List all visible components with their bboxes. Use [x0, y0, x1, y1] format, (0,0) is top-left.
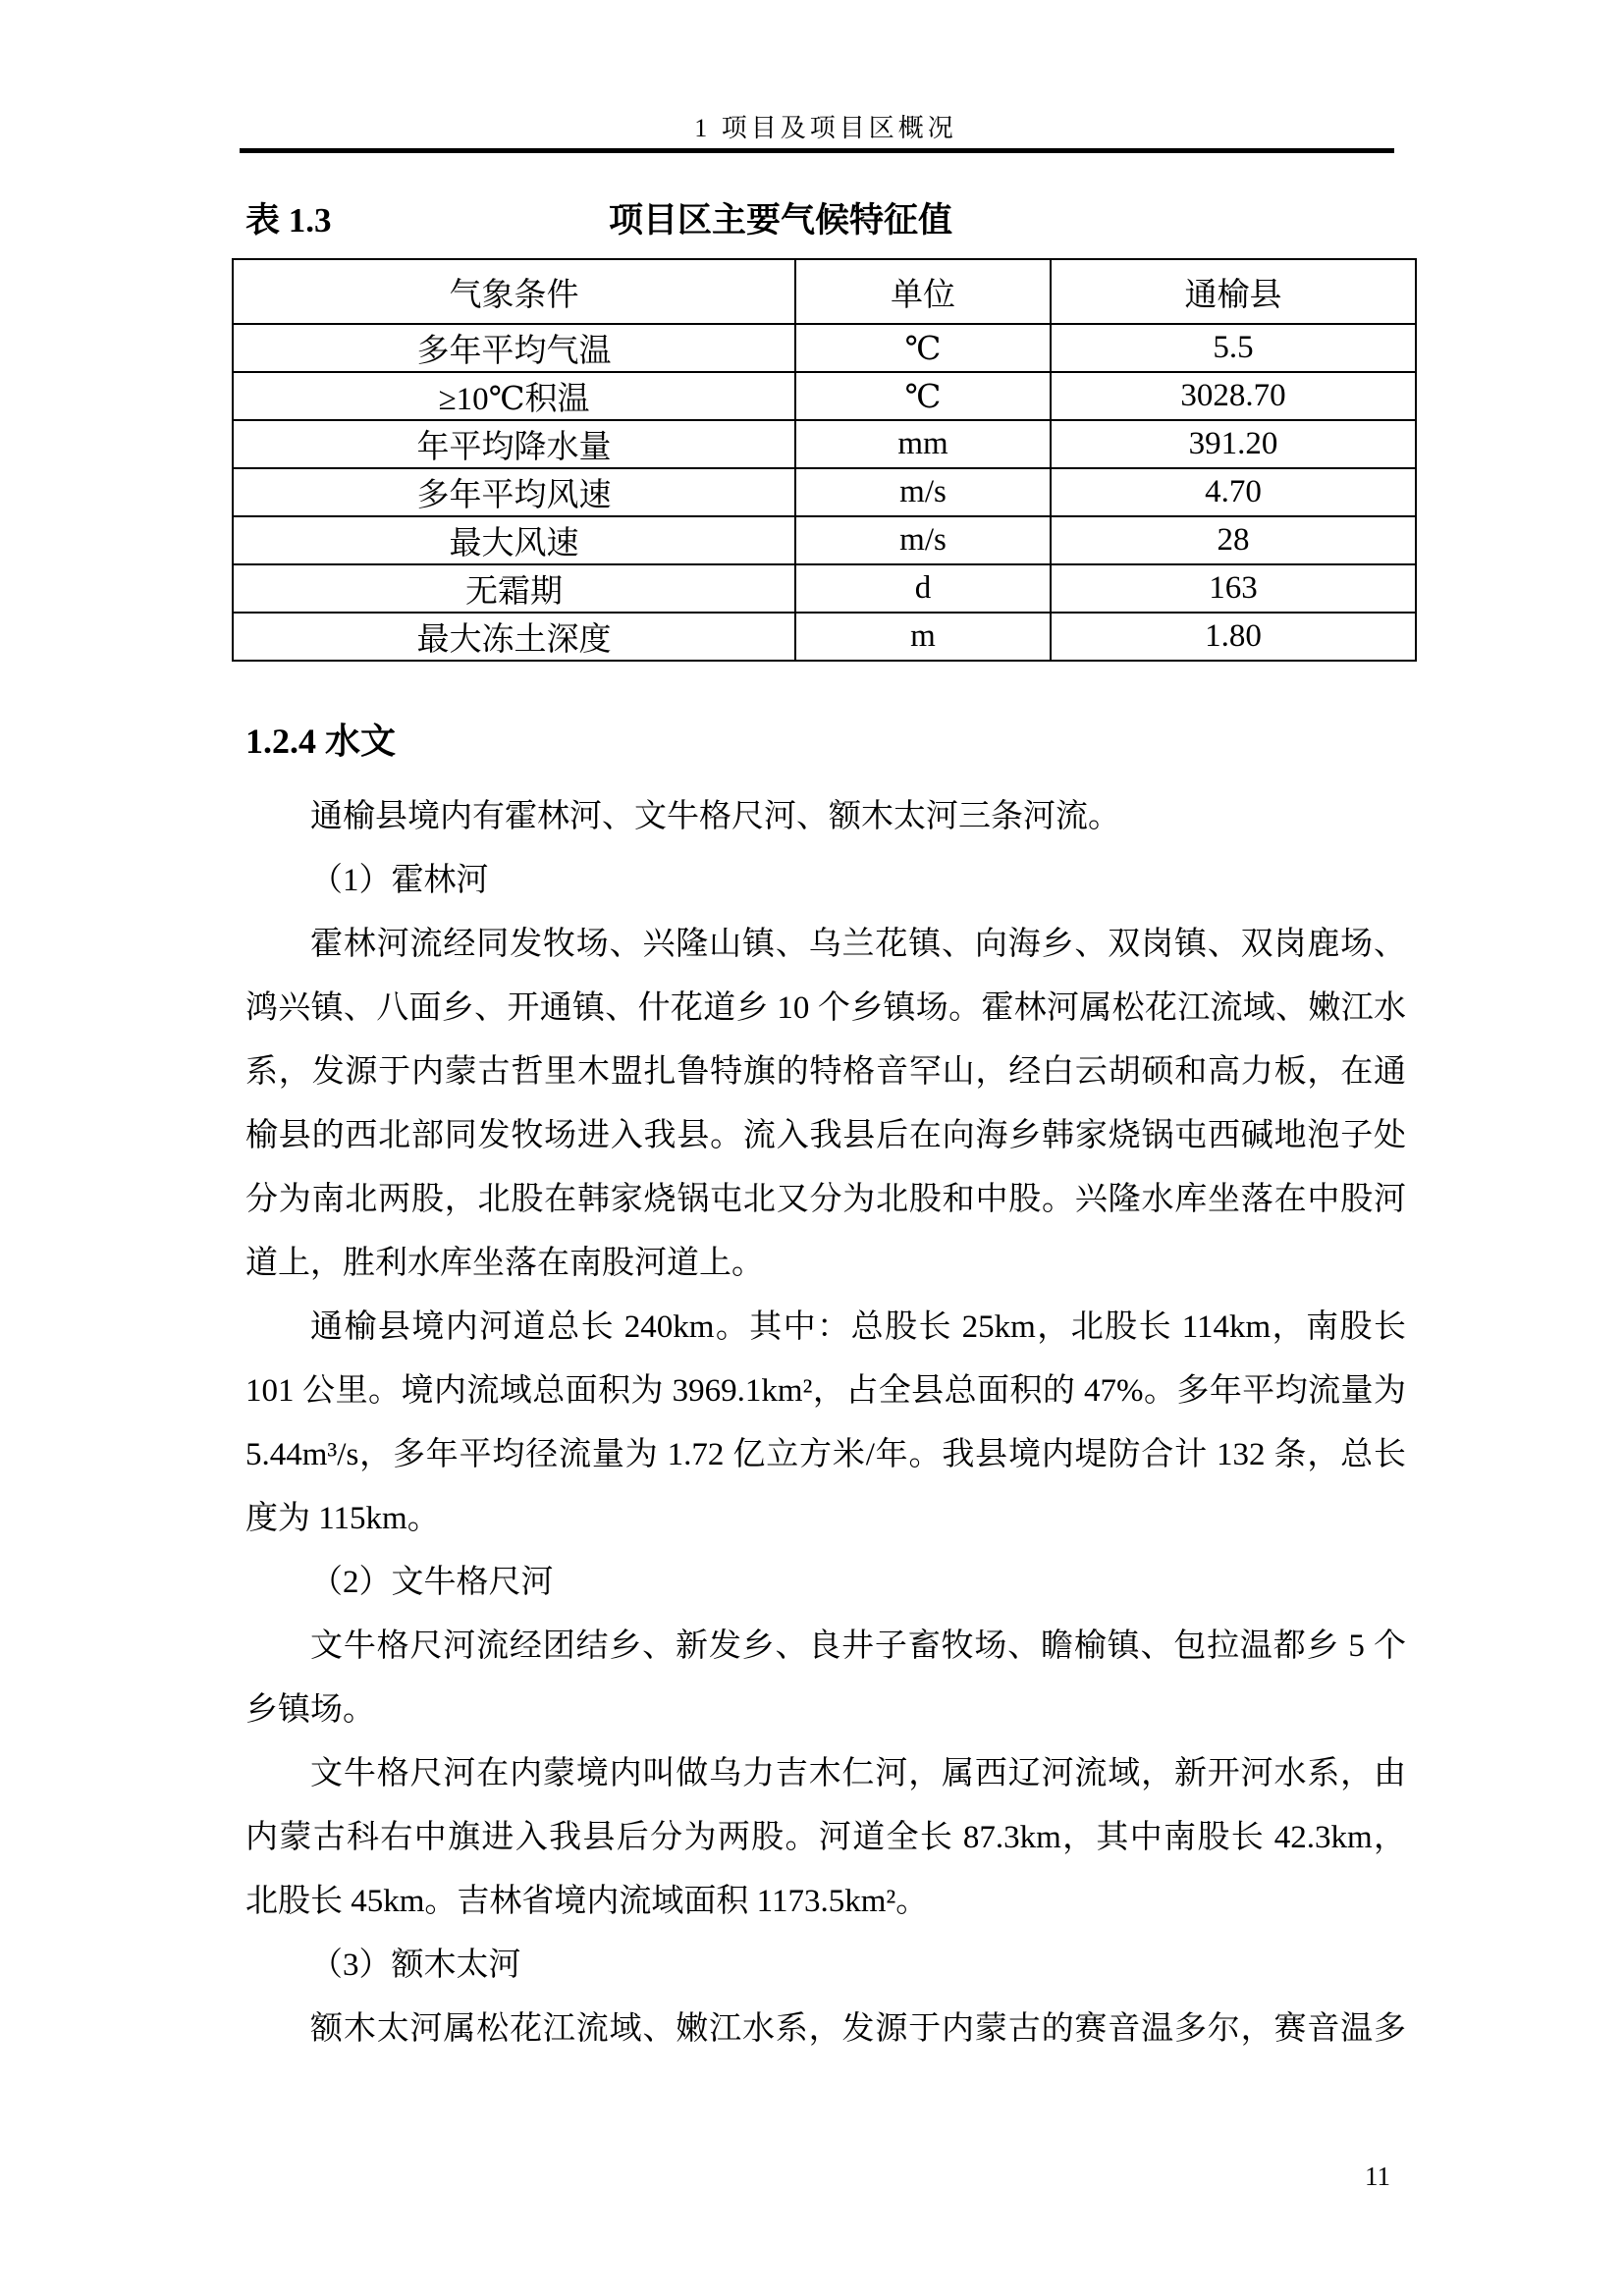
cell-item: 年平均降水量: [233, 420, 795, 468]
cell-unit: m/s: [795, 516, 1051, 564]
body-line: （3）额木太河: [310, 1948, 521, 1983]
cell-unit: m: [795, 613, 1051, 661]
cell-item: 最大风速: [233, 516, 795, 564]
cell-value: 5.5: [1051, 324, 1416, 372]
page-header-chapter-title: 1 项目及项目区概况: [694, 114, 957, 142]
table-row: [233, 372, 1416, 420]
cell-value: 1.80: [1051, 613, 1416, 661]
body-line: 榆县的西北部同发牧场进入我县。流入我县后在向海乡韩家烧锅屯西碱地泡子处: [245, 1118, 1406, 1153]
body-line: 文牛格尺河在内蒙境内叫做乌力吉木仁河，属西辽河流域，新开河水系，由: [310, 1756, 1406, 1791]
section-heading: 1.2.4 水文: [245, 721, 397, 761]
cell-value: 3028.70: [1051, 372, 1416, 420]
table-row: [233, 420, 1416, 468]
body-line: （2）文牛格尺河: [310, 1565, 554, 1600]
column-header-county: 通榆县: [1051, 259, 1416, 324]
column-header-unit: 单位: [795, 259, 1051, 324]
body-line: 霍林河流经同发牧场、兴隆山镇、乌兰花镇、向海乡、双岗镇、双岗鹿场、: [310, 927, 1406, 962]
body-line: 分为南北两股，北股在韩家烧锅屯北又分为北股和中股。兴隆水库坐落在中股河: [245, 1182, 1406, 1217]
table-caption-title: 项目区主要气候特征值: [608, 201, 952, 240]
table-header-row: [233, 259, 1416, 324]
body-line: 文牛格尺河流经团结乡、新发乡、良井子畜牧场、瞻榆镇、包拉温都乡 5 个: [310, 1629, 1406, 1664]
table-row: [233, 468, 1416, 516]
cell-unit: m/s: [795, 468, 1051, 516]
body-line: 通榆县境内有霍林河、文牛格尺河、额木太河三条河流。: [310, 799, 1120, 834]
table-caption-label: 表 1.3: [245, 201, 332, 240]
body-line: 道上，胜利水库坐落在南股河道上。: [245, 1246, 764, 1281]
body-line: 系，发源于内蒙古哲里木盟扎鲁特旗的特格音罕山，经白云胡硕和高力板，在通: [245, 1054, 1406, 1090]
cell-item: 最大冻土深度: [233, 613, 795, 661]
column-header-condition: 气象条件: [233, 259, 795, 324]
cell-unit: ℃: [795, 372, 1051, 420]
body-line: 鸿兴镇、八面乡、开通镇、什花道乡 10 个乡镇场。霍林河属松花江流域、嫩江水: [245, 990, 1406, 1026]
table-row: [233, 324, 1416, 372]
body-line: 度为 115km。: [245, 1501, 440, 1536]
page-number: 11: [1365, 2162, 1390, 2191]
cell-item: 无霜期: [233, 564, 795, 613]
body-line: 通榆县境内河道总长 240km。其中：总股长 25km，北股长 114km，南股长: [310, 1309, 1406, 1345]
table-row: [233, 564, 1416, 613]
cell-item: ≥10℃积温: [233, 372, 795, 420]
body-line: 内蒙古科右中旗进入我县后分为两股。河道全长 87.3km，其中南股长 42.3km，: [245, 1820, 1406, 1855]
cell-item: 多年平均风速: [233, 468, 795, 516]
cell-value: 4.70: [1051, 468, 1416, 516]
cell-value: 391.20: [1051, 420, 1416, 468]
body-line: 额木太河属松花江流域、嫩江水系，发源于内蒙古的赛音温多尔，赛音温多: [310, 2011, 1406, 2047]
table-row: [233, 516, 1416, 564]
cell-unit: mm: [795, 420, 1051, 468]
body-line: 5.44m³/s，多年平均径流量为 1.72 亿立方米/年。我县境内堤防合计 132 条，总长: [245, 1437, 1406, 1472]
table-row: [233, 613, 1416, 661]
body-line: 北股长 45km。吉林省境内流域面积 1173.5km²。: [245, 1884, 929, 1919]
cell-value: 28: [1051, 516, 1416, 564]
cell-unit: d: [795, 564, 1051, 613]
cell-item: 多年平均气温: [233, 324, 795, 372]
header-rule: [240, 148, 1394, 153]
body-line: （1）霍林河: [310, 863, 489, 898]
body-line: 101 公里。境内流域总面积为 3969.1km²，占全县总面积的 47%。多年平均流量为: [245, 1373, 1406, 1409]
cell-unit: ℃: [795, 324, 1051, 372]
body-text: [245, 785, 1406, 2061]
body-line: 乡镇场。: [245, 1692, 375, 1728]
climate-table: [232, 258, 1417, 662]
cell-value: 163: [1051, 564, 1416, 613]
